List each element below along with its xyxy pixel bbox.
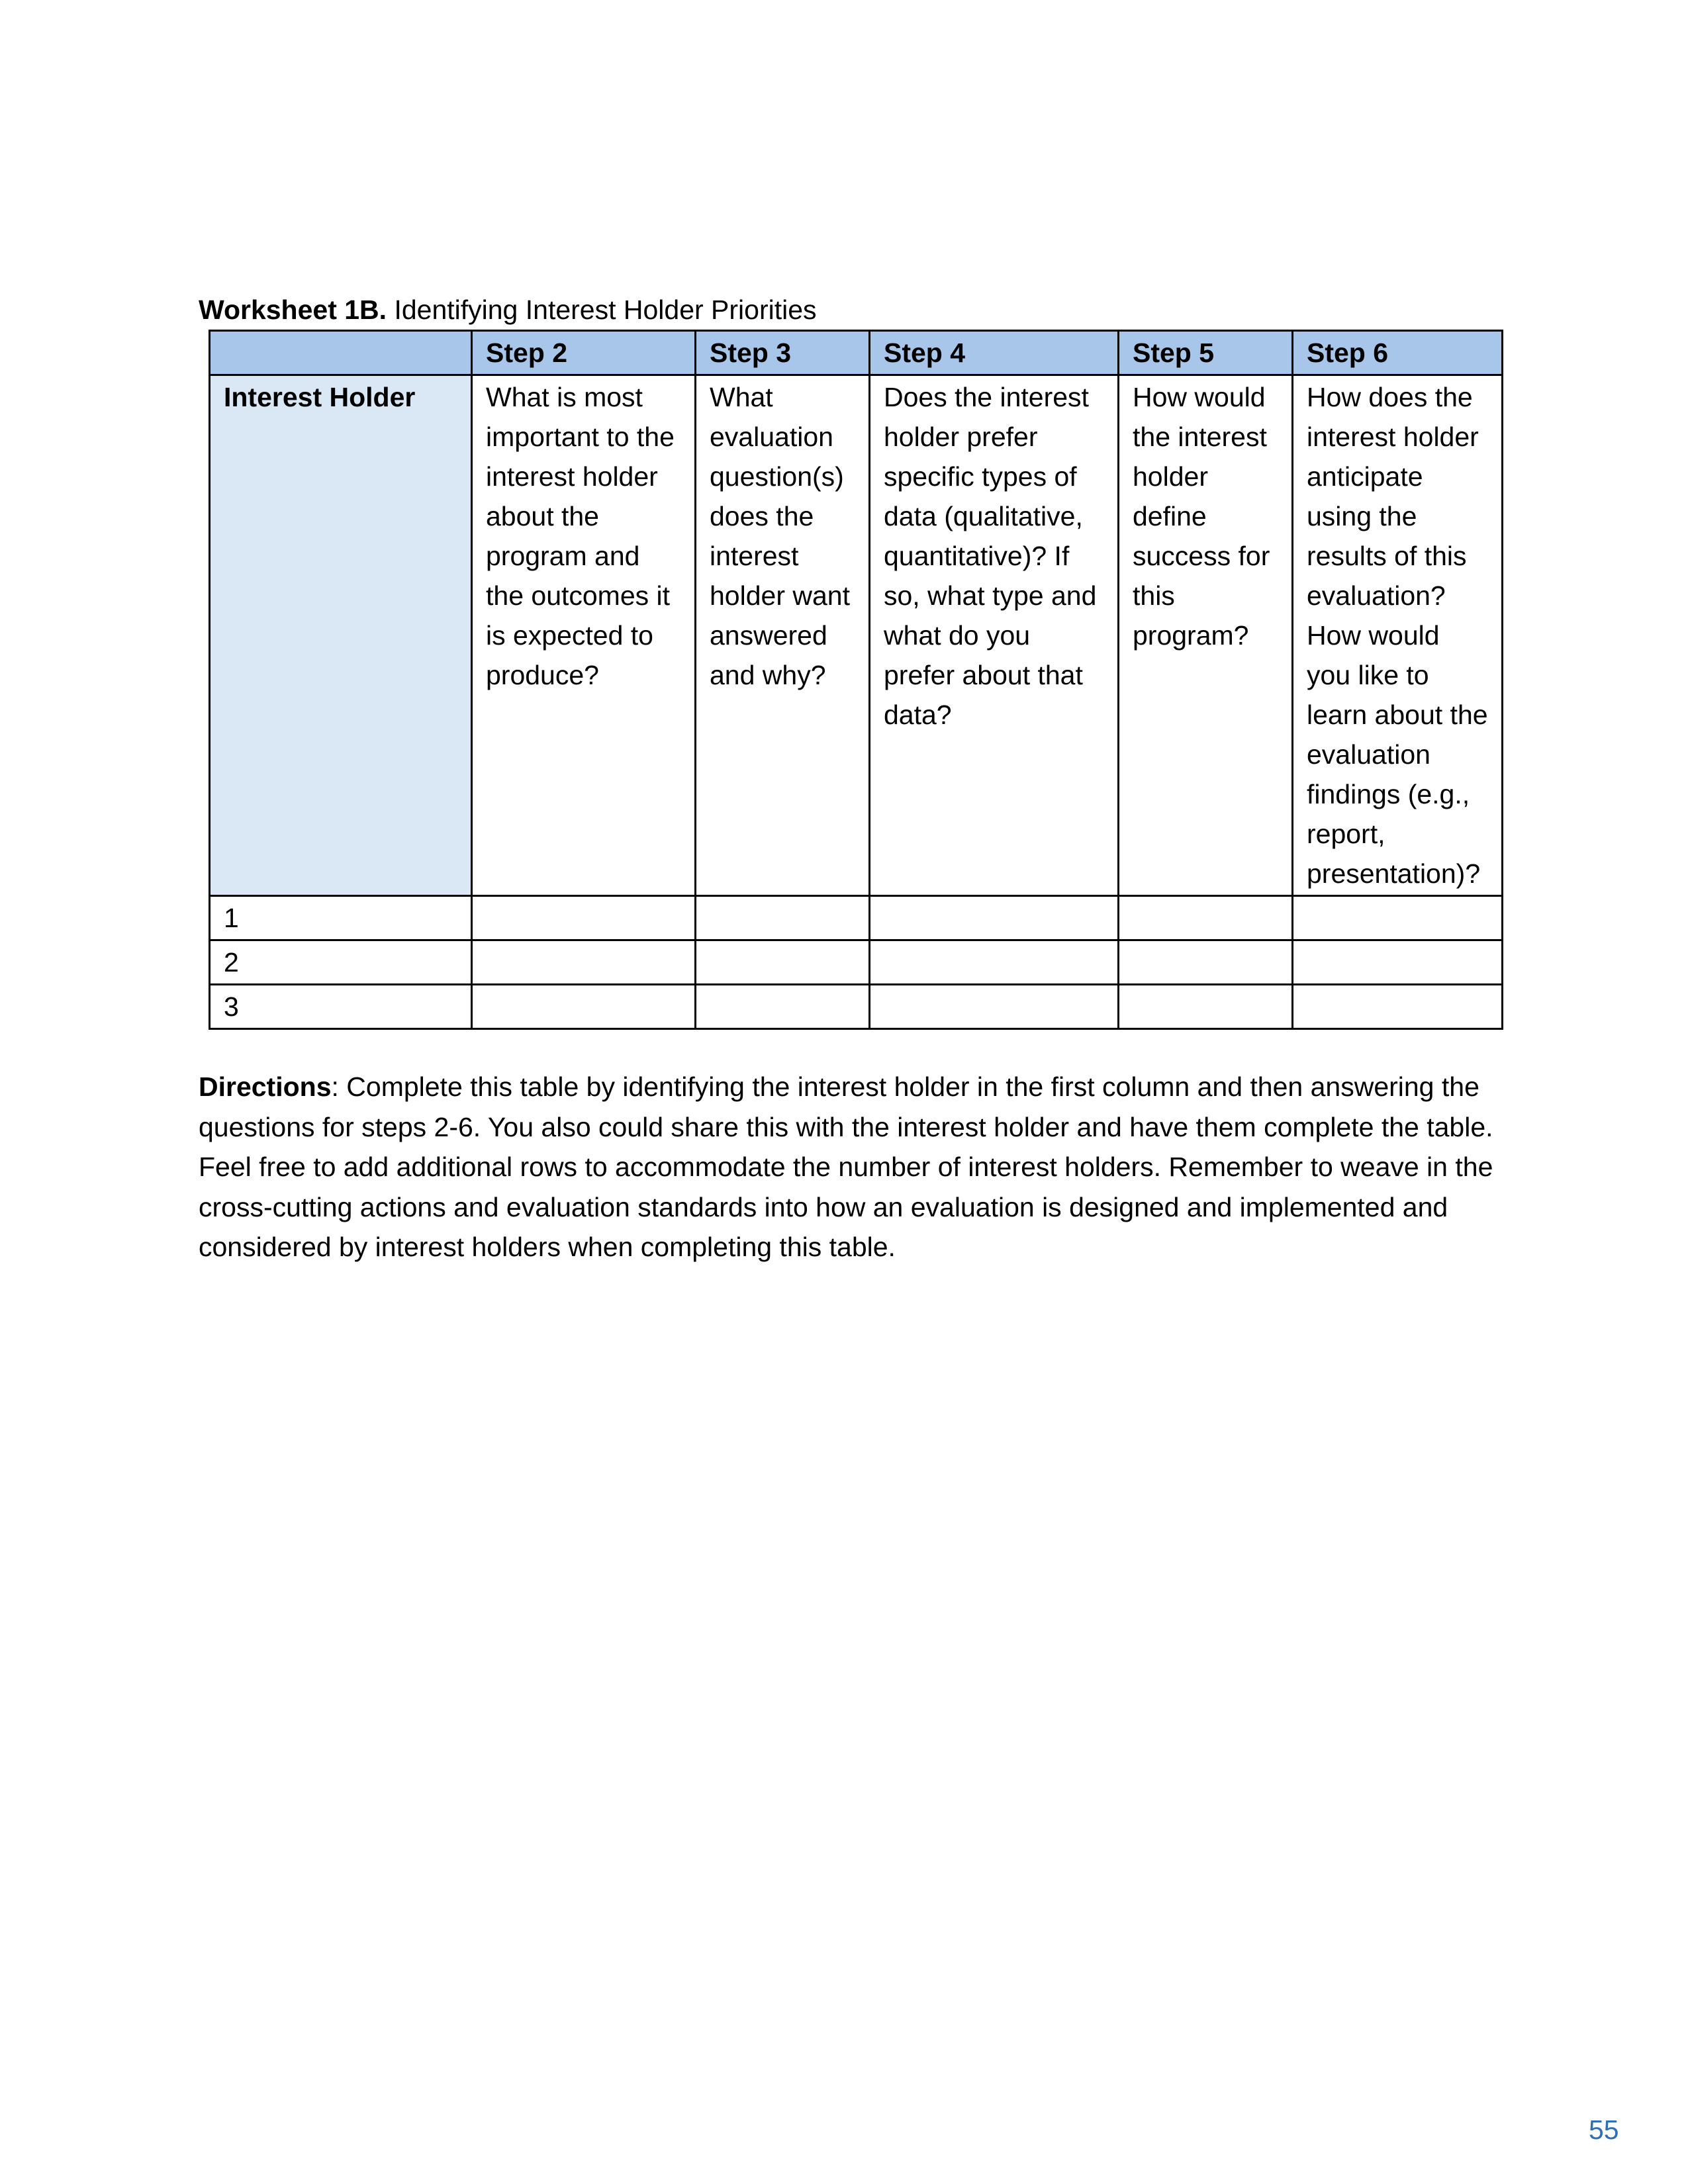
table-header-row [210, 331, 1503, 375]
answer-cell[interactable] [1293, 940, 1503, 985]
answer-cell[interactable] [1119, 985, 1293, 1029]
answer-cell[interactable] [1293, 985, 1503, 1029]
header-step-2: Step 2 [472, 331, 696, 375]
worksheet-label: Worksheet 1B. [199, 295, 387, 325]
table-row [210, 896, 1503, 940]
answer-cell[interactable] [870, 985, 1119, 1029]
interest-holder-label: Interest Holder [210, 375, 472, 896]
answer-cell[interactable] [870, 940, 1119, 985]
table-row [210, 985, 1503, 1029]
answer-cell[interactable] [1119, 896, 1293, 940]
question-step-6: How does the interest holder anticipate using the results of this evaluation? How would you like to learn about the evaluation findings (e.g., report, presentation)? [1293, 375, 1503, 896]
answer-cell[interactable] [696, 985, 870, 1029]
header-blank-cell [210, 331, 472, 375]
answer-cell[interactable] [472, 985, 696, 1029]
answer-cell[interactable] [1119, 940, 1293, 985]
table-row [210, 940, 1503, 985]
directions-paragraph [199, 1067, 1496, 1267]
header-step-3: Step 3 [696, 331, 870, 375]
question-step-2: What is most important to the interest holder about the program and the outcomes it is expected to produce? [472, 375, 696, 896]
row-number: 2 [210, 940, 472, 985]
priorities-table [209, 330, 1503, 1030]
row-number: 1 [210, 896, 472, 940]
answer-cell[interactable] [1293, 896, 1503, 940]
answer-cell[interactable] [696, 940, 870, 985]
question-step-4: Does the interest holder prefer specific types of data (qualitative, quantitative)? If so, what type and what do you prefer about that data? [870, 375, 1119, 896]
header-step-4: Step 4 [870, 331, 1119, 375]
worksheet-title: Identifying Interest Holder Priorities [387, 295, 817, 325]
worksheet-caption [199, 290, 817, 330]
page-number: 55 [1589, 2115, 1619, 2145]
questions-row [210, 375, 1503, 896]
answer-cell[interactable] [870, 896, 1119, 940]
question-step-3: What evaluation question(s) does the interest holder want answered and why? [696, 375, 870, 896]
row-number: 3 [210, 985, 472, 1029]
question-step-5: How would the interest holder define success for this program? [1119, 375, 1293, 896]
directions-text: : Complete this table by identifying the interest holder in the first column and then answering the questions for steps 2-6. You also could share this with the interest holder and have them complete the table. Feel free to add additional rows to accommodate the number of interest holders. Remember to weave in the cross-cutting actions and evaluation standards into how an evaluation is designed and implemented and considered by interest holders when completing this table. [199, 1071, 1493, 1262]
header-step-6: Step 6 [1293, 331, 1503, 375]
directions-label: Directions [199, 1071, 332, 1102]
header-step-5: Step 5 [1119, 331, 1293, 375]
answer-cell[interactable] [696, 896, 870, 940]
answer-cell[interactable] [472, 940, 696, 985]
answer-cell[interactable] [472, 896, 696, 940]
